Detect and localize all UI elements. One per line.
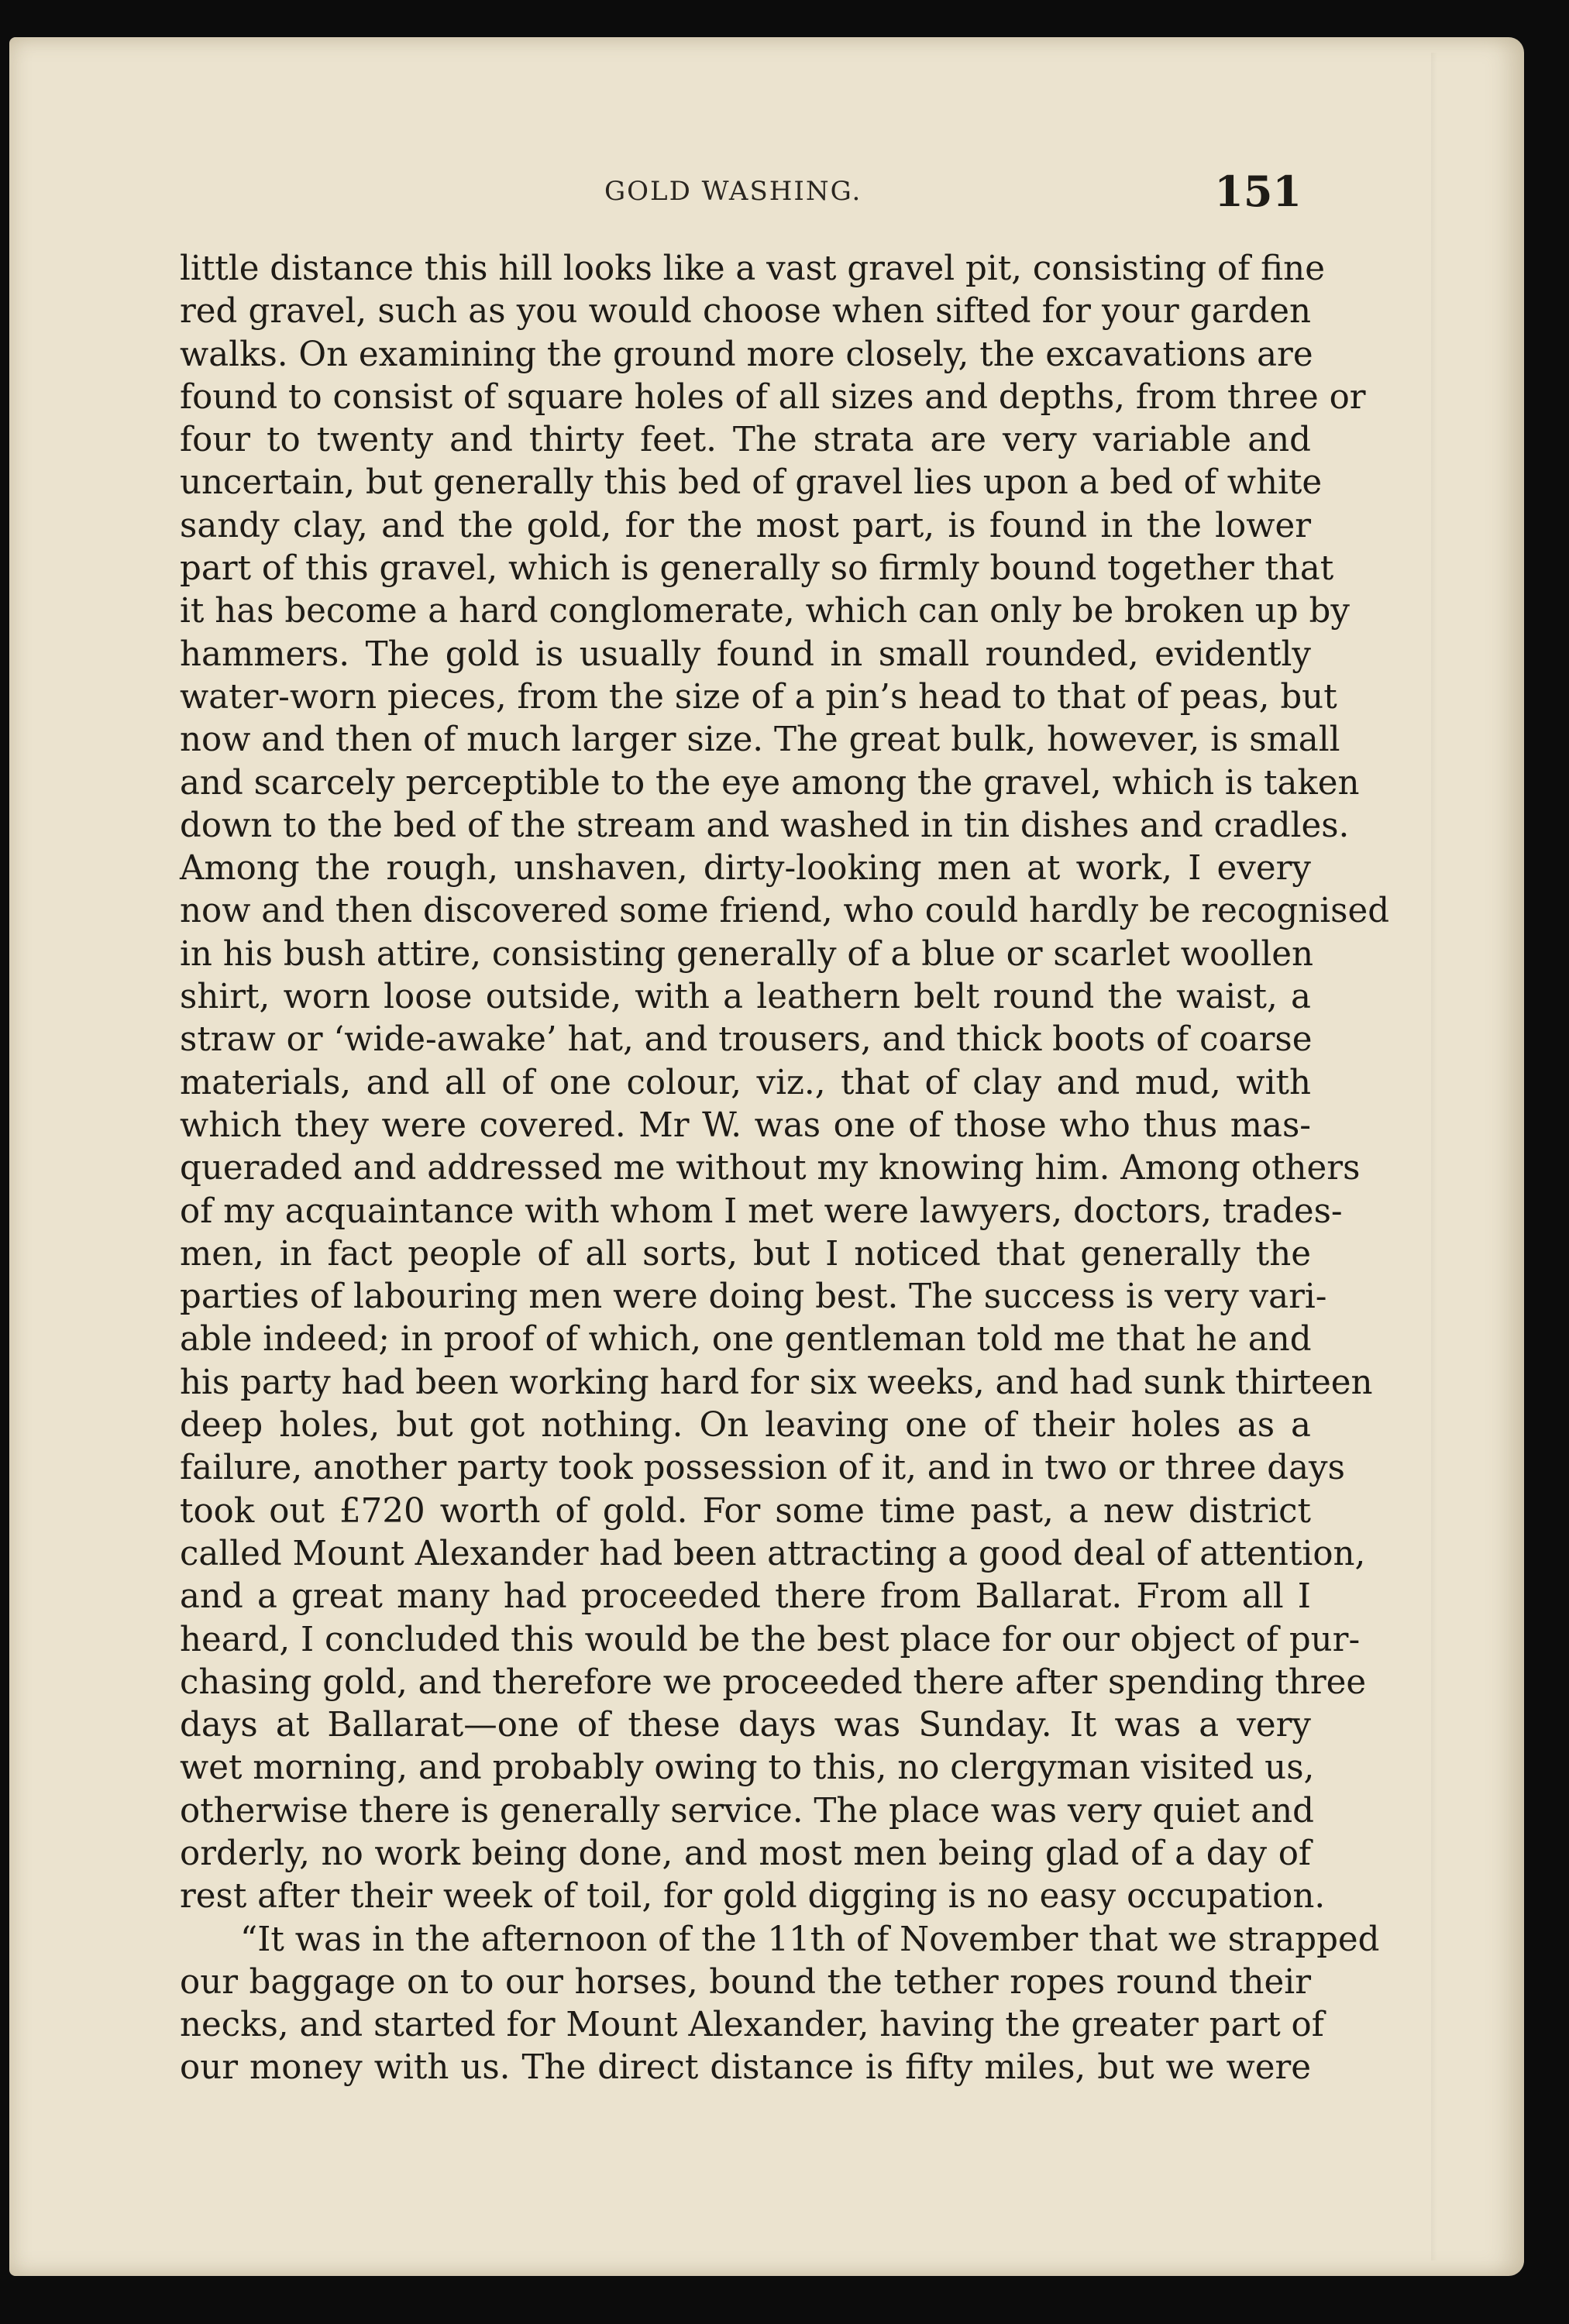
text-line: called Mount Alexander had been attracting a good deal of attention, [180,1534,1366,1573]
text-line: “It was in the afternoon of the 11th of November that we strapped [240,1920,1380,1959]
text-line: now and then of much larger size. The great bulk, however, is small [180,720,1340,760]
text-line: heard, I concluded this would be the best place for our object of pur- [180,1620,1361,1659]
text-line: now and then discovered some friend, who could hardly be recognised [180,892,1390,931]
text-line: rest after their week of toil, for gold digging is no easy occupation. [180,1877,1326,1917]
text-line: water-worn pieces, from the size of a pin’s head to that of peas, but [180,677,1337,717]
text-line: hammers. The gold is usually found in small rounded, evidently [180,634,1311,674]
text-line: and a great many had proceeded there from Ballarat. From all I [180,1577,1311,1617]
text-line: red gravel, such as you would choose when sifted for your garden [180,292,1311,332]
text-line: and scarcely perceptible to the eye among the gravel, which is taken [180,763,1360,803]
text-line: parties of labouring men were doing best. The success is very vari- [180,1277,1327,1317]
running-title: GOLD WASHING. [604,176,862,207]
text-line: down to the bed of the stream and washed in tin dishes and cradles. [180,806,1350,845]
text-line: men, in fact people of all sorts, but I noticed that generally the [180,1234,1311,1274]
text-line: it has become a hard conglomerate, which can only be broken up by [180,592,1350,631]
page-number: 151 [1214,167,1302,216]
text-line: days at Ballarat—one of these days was Sunday. It was a very [180,1706,1311,1745]
text-line: able indeed; in proof of which, one gentleman told me that he and [180,1320,1312,1360]
text-line: wet morning, and probably owing to this, no clergyman visited us, [180,1748,1315,1788]
text-line: his party had been working hard for six weeks, and had sunk thirteen [180,1363,1373,1402]
text-line: straw or ‘wide-awake’ hat, and trousers, and thick boots of coarse [180,1020,1313,1060]
text-line: in his bush attire, consisting generally of a blue or scarlet woollen [180,934,1313,974]
text-line: found to consist of square holes of all sizes and depths, from three or [180,377,1366,417]
text-line: chasing gold, and therefore we proceeded there after spending three [180,1662,1367,1702]
text-line: queraded and addressed me without my knowing him. Among others [180,1149,1361,1188]
text-line: our baggage on to our horses, bound the tether ropes round their [180,1962,1311,2002]
text-line: deep holes, but got nothing. On leaving one of their holes as a [180,1406,1311,1446]
page-edge-shadow [1431,53,1437,2260]
text-line: necks, and started for Mount Alexander, having the greater part of [180,2006,1324,2045]
text-line: which they were covered. Mr W. was one of those who thus mas- [180,1105,1311,1145]
text-line: failure, another party took possession of it, and in two or three days [180,1449,1345,1488]
text-line: orderly, no work being done, and most men being glad of a day of [180,1834,1311,1873]
text-line: otherwise there is generally service. The place was very quiet and [180,1791,1315,1831]
running-head [174,167,1302,221]
text-line: materials, and all of one colour, viz., that of clay and mud, with [180,1063,1311,1102]
text-line: uncertain, but generally this bed of gravel lies upon a bed of white [180,463,1323,503]
text-line: shirt, worn loose outside, with a leathern belt round the waist, a [180,978,1311,1017]
body-text [180,248,1390,2090]
text-line: four to twenty and thirty feet. The strata are very variable and [180,421,1311,460]
text-line: walks. On examining the ground more closely, the excavations are [180,335,1313,374]
text-line: our money with us. The direct distance is fifty miles, but we were [180,2048,1311,2088]
text-line: Among the rough, unshaven, dirty-looking men at work, I every [180,849,1311,889]
text-line: little distance this hill looks like a vast gravel pit, consisting of fine [180,249,1325,288]
text-line: sandy clay, and the gold, for the most part, is found in the lower [180,506,1311,545]
text-line: took out £720 worth of gold. For some time past, a new district [180,1491,1311,1531]
text-line: part of this gravel, which is generally so firmly bound together that [180,549,1334,589]
text-line: of my acquaintance with whom I met were lawyers, doctors, trades- [180,1191,1343,1231]
